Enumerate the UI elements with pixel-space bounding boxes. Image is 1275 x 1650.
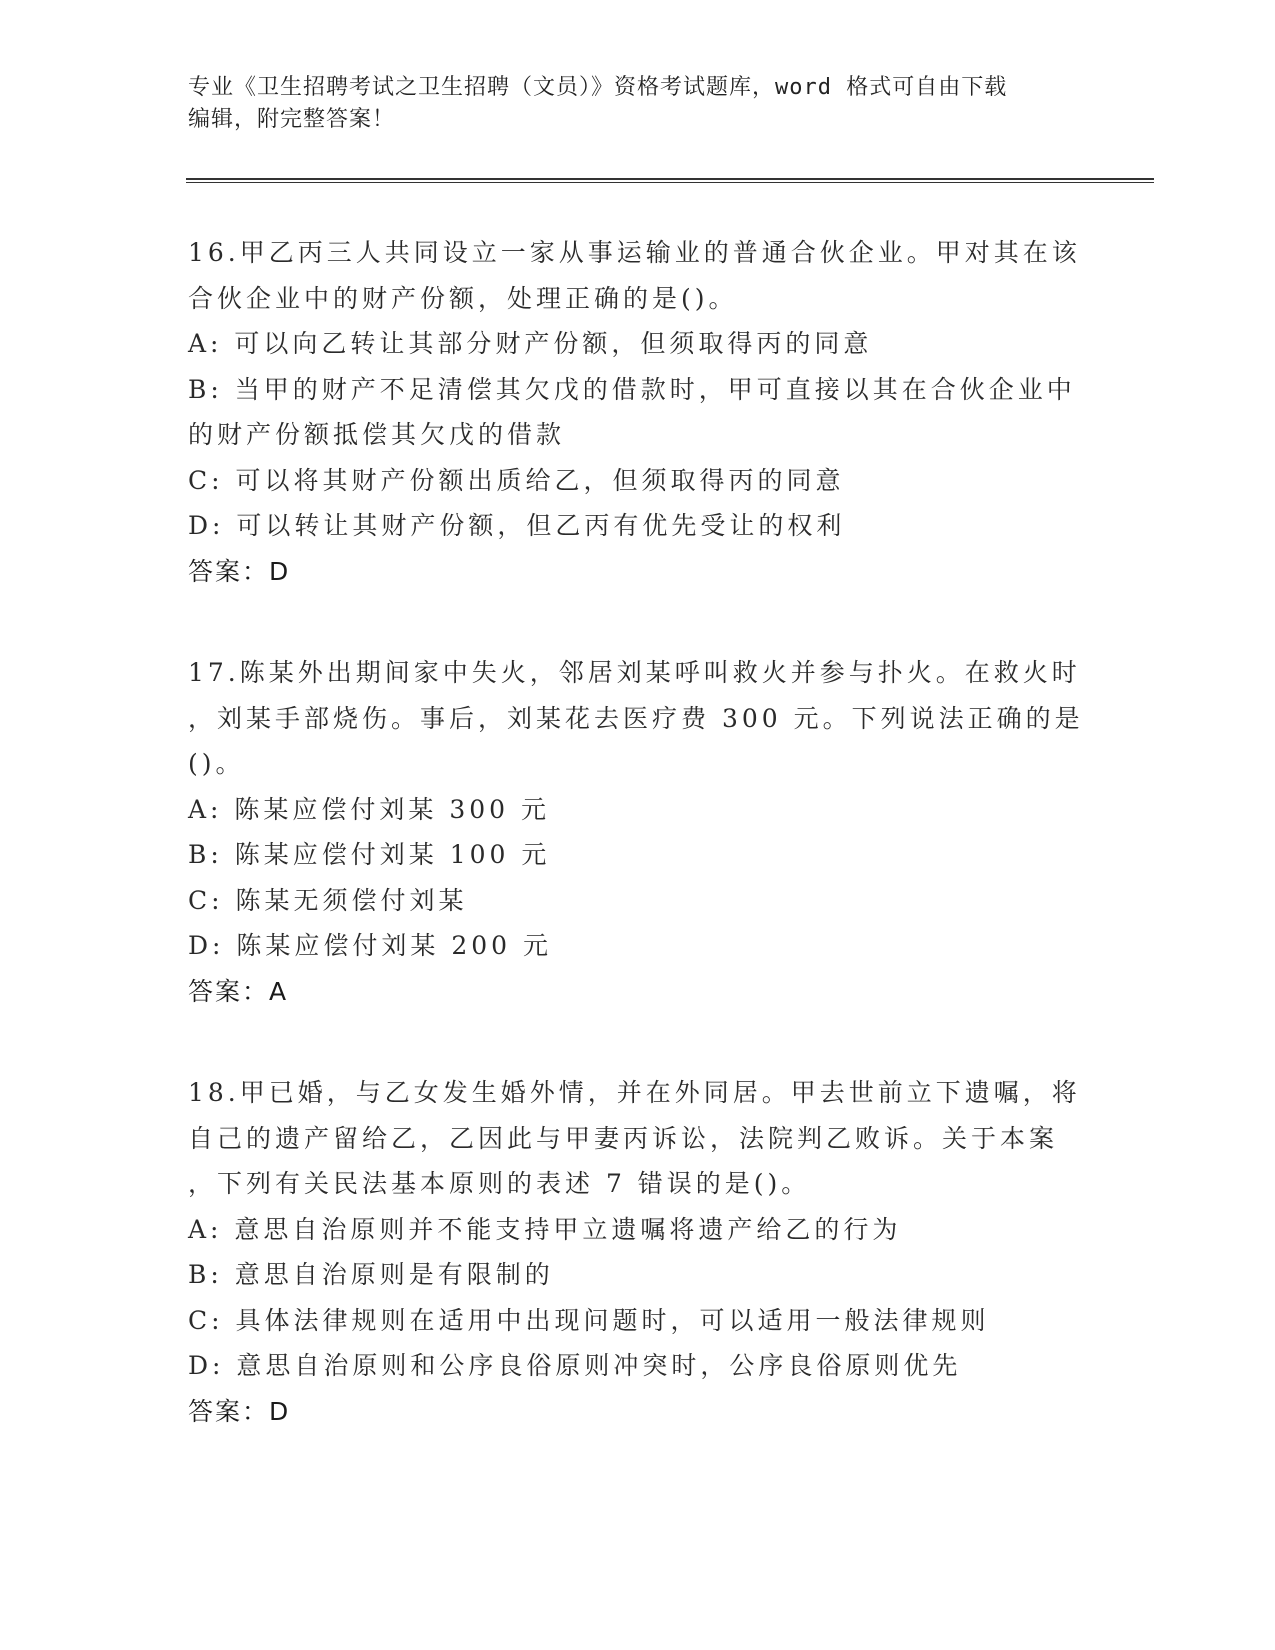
question-18 — [188, 1070, 1088, 1434]
option-c: C: 具体法律规则在适用中出现问题时，可以适用一般法律规则 — [188, 1305, 990, 1335]
option-a: A: 可以向乙转让其部分财产份额，但须取得丙的同意 — [188, 329, 873, 358]
question-stem-line: 16.甲乙丙三人共同设立一家从事运输业的普通合伙企业。甲对其在该 — [188, 238, 1081, 267]
question-16 — [188, 230, 1088, 594]
option-d: D: 意思自治原则和公序良俗原则冲突时，公序良俗原则优先 — [188, 1351, 962, 1380]
option-a: A: 意思自治原则并不能支持甲立遗嘱将遗产给乙的行为 — [188, 1214, 902, 1244]
question-stem-line: ，刘某手部烧伤。事后，刘某花去医疗费 300 元。下列说法正确的是 — [188, 703, 1084, 733]
question-stem-line: 18.甲已婚，与乙女发生婚外情，并在外同居。甲去世前立下遗嘱，将 — [188, 1078, 1081, 1107]
answer: 答案：A — [188, 976, 289, 1006]
header-line-1: 专业《卫生招聘考试之卫生招聘（文员）》资格考试题库，word 格式可自由下载 — [188, 75, 1008, 100]
header-divider — [186, 178, 1154, 183]
page-header — [188, 72, 1088, 136]
option-c: C: 陈某无须偿付刘某 — [188, 885, 468, 915]
option-c: C: 可以将其财产份额出质给乙，但须取得丙的同意 — [188, 465, 845, 495]
option-b: B: 当甲的财产不足清偿其欠戊的借款时，甲可直接以其在合伙企业中 — [188, 374, 1076, 404]
question-list — [188, 230, 1088, 1490]
answer: 答案：D — [188, 1396, 291, 1426]
option-d: D: 陈某应偿付刘某 200 元 — [188, 931, 553, 960]
question-stem-line: ()。 — [188, 749, 245, 778]
option-b: B: 意思自治原则是有限制的 — [188, 1260, 554, 1289]
option-d: D: 可以转让其财产份额，但乙丙有优先受让的权利 — [188, 511, 846, 540]
question-stem-line: 合伙企业中的财产份额，处理正确的是()。 — [188, 283, 738, 313]
question-stem-line: 17.陈某外出期间家中失火，邻居刘某呼叫救火并参与扑火。在救火时 — [188, 658, 1081, 687]
question-stem-line: 自己的遗产留给乙，乙因此与甲妻丙诉讼，法院判乙败诉。关于本案 — [188, 1123, 1059, 1153]
question-17 — [188, 650, 1088, 1014]
option-a: A: 陈某应偿付刘某 300 元 — [188, 794, 551, 824]
answer: 答案：D — [188, 556, 291, 586]
question-stem-line: ，下列有关民法基本原则的表述 7 错误的是()。 — [188, 1169, 811, 1198]
option-b: B: 陈某应偿付刘某 100 元 — [188, 840, 551, 869]
header-line-2: 编辑，附完整答案！ — [188, 107, 396, 132]
option-b-continued: 的财产份额抵偿其欠戊的借款 — [188, 420, 566, 449]
